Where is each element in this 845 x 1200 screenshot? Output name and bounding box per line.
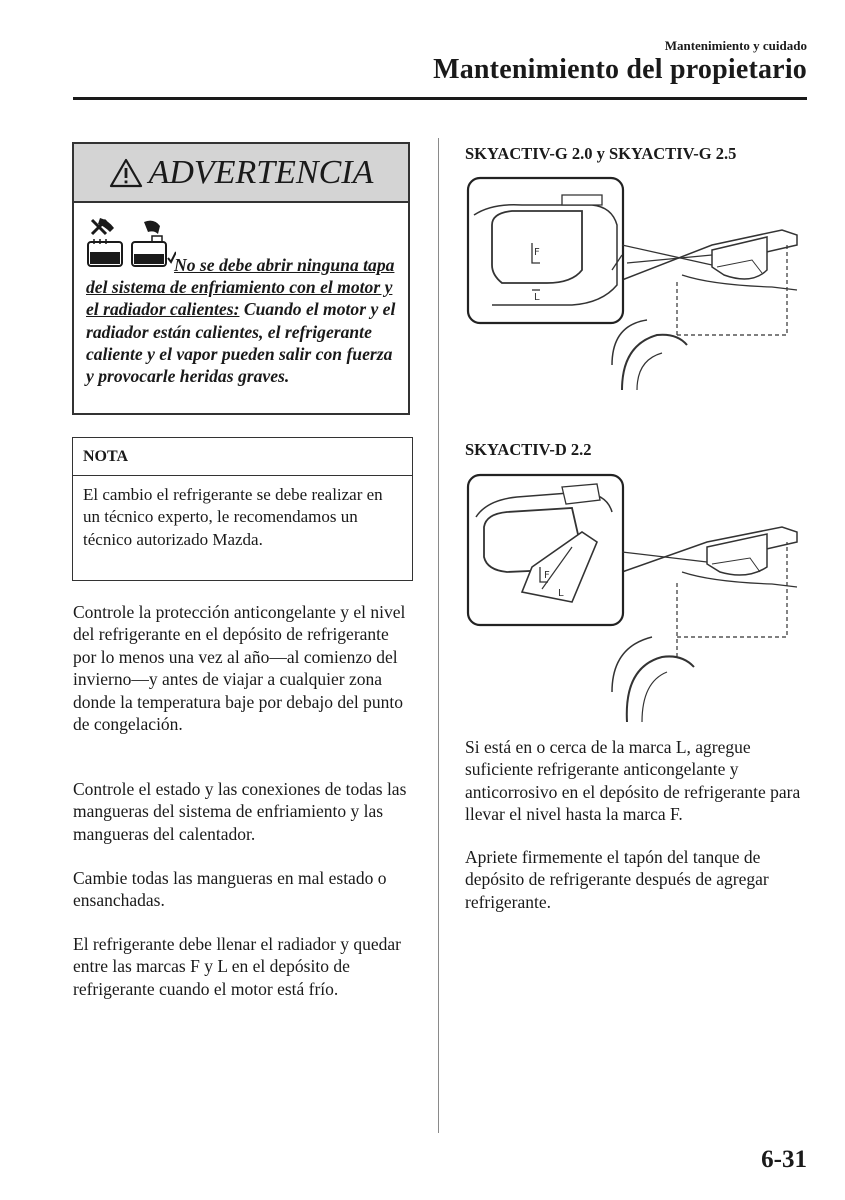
low-mark-l-gasoline: L: [534, 292, 540, 303]
paragraph-hose-replace: Cambie todas las mangueras en mal estado o ensanchadas.: [73, 868, 387, 911]
page-number: 6-31: [761, 1146, 807, 1173]
note-title: NOTA: [83, 448, 129, 465]
paragraph-add-coolant: Si está en o cerca de la marca L, agregue suficiente refrigerante anticongelante y anticorrosivo en el depósito de refrigerante para llevar el nivel hasta la marca F.: [465, 737, 801, 825]
warning-triangle-icon: [109, 158, 143, 188]
note-body: El cambio el refrigerante se debe realizar en un técnico experto, le recomendamos un técnico autorizado Mazda.: [83, 485, 383, 549]
paragraph-coolant-level: El refrigerante debe llenar el radiador y quedar entre las marcas F y L en el depósito de refrigerante cuando el motor está frío.: [73, 934, 401, 999]
warning-title: ADVERTENCIA: [148, 153, 374, 191]
page-title: Mantenimiento del propietario: [433, 54, 807, 85]
warning-lead: No se debe abrir ninguna tapa del sistema de enfriamiento con el motor y el radiador calientes:: [86, 255, 395, 320]
paragraph-antifreeze-check: Controle la protección anticongelante y el nivel del refrigerante en el depósito de refrigerante por lo menos una vez al año—al comienzo del invierno—y antes de viajar a cualquier zona donde la temperatura baje por debajo del punto de congelación.: [73, 602, 406, 735]
section-label: Mantenimiento y cuidado: [664, 38, 807, 53]
note-box: [72, 437, 413, 581]
coolant-reservoir-diagram-gasoline: [462, 175, 802, 395]
note-header: [73, 438, 412, 476]
paragraph-tighten-cap: Apriete firmemente el tapón del tanque de depósito de refrigerante después de agregar refrigerante.: [465, 847, 769, 912]
low-mark-l-diesel: L: [558, 588, 564, 599]
warning-body: Cuando el motor y el radiador están calientes, el refrigerante caliente y el vapor pueden salir con fuerza y provocarle heridas graves.: [86, 299, 396, 387]
fill-mark-f-gasoline: F: [534, 247, 540, 258]
figure-caption-diesel: SKYACTIV-D 2.2: [465, 440, 592, 459]
warning-box: [72, 142, 410, 415]
coolant-reservoir-diagram-diesel: [462, 472, 802, 727]
paragraph-hose-check: Controle el estado y las conexiones de todas las mangueras del sistema de enfriamiento y las mangueras del calentador.: [73, 779, 407, 844]
column-divider: [438, 138, 439, 1133]
warning-text: [86, 254, 396, 387]
figure-caption-gasoline: SKYACTIV-G 2.0 y SKYACTIV-G 2.5: [465, 144, 737, 163]
header-rule: [73, 97, 807, 100]
warning-header: [74, 144, 408, 203]
fill-mark-f-diesel: F: [544, 570, 550, 581]
